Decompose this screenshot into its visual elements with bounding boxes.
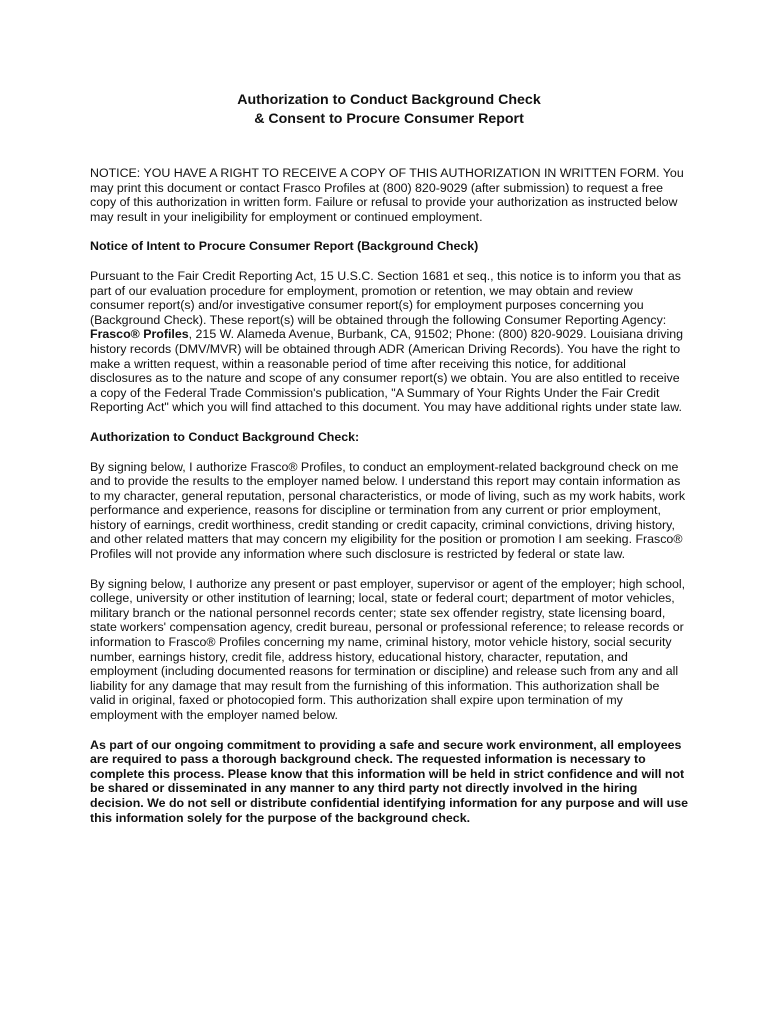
closing-statement: As part of our ongoing commitment to providing a safe and secure work environment, all employees are required to pass a thorough background check. The requested information is necessary to complete this process. Please know that this information will be held in strict confidence and will not be shared or disseminated in any manner to any third party not directly involved in the hiring decision. We do not sell or distribute confidential identifying information for any purpose and will use this information solely for the purpose of the background check. (90, 737, 689, 825)
document-title (90, 91, 688, 129)
notice-of-intent-text-2: , 215 W. Alameda Avenue, Burbank, CA, 91502; Phone: (800) 820-9029. Louisiana driving history records (DMV/MVR) will be obtained through ADR (American Driving Records). You have the right to make a written request, within a reasonable period of time after receiving this notice, for additional disclosures as to the nature and scope of any consumer report(s) we obtain. You are also entitled to receive a copy of the Federal Trade Commission's publication, "A Summary of Your Rights Under the Fair Credit Reporting Act" which you will find attached to this document. You may have additional rights under state law. (90, 327, 684, 415)
authorization-paragraph-2: By signing below, I authorize any present or past employer, supervisor or agent of the employer; high school, college, university or other institution of learning; local, state or federal court; department of motor vehicles, military branch or the national personnel records center; state sex offender registry, state licensing board, state workers' compensation agency, credit bureau, personal or professional reference; to release records or information to Frasco® Profiles concerning my name, criminal history, motor vehicle history, social security number, earnings history, credit file, address history, educational history, character, reputation, and employment (including documented reasons for termination or discipline) and release such from any and all liability for any damage that may result from the furnishing of this information. This authorization shall be valid in original, faxed or photocopied form. This authorization shall expire upon termination of my employment with the employer named below. (90, 576, 686, 722)
agency-name: Frasco® Profiles (90, 327, 189, 342)
section-heading-notice-of-intent: Notice of Intent to Procure Consumer Report (Background Check) (90, 239, 479, 254)
notice-paragraph: NOTICE: YOU HAVE A RIGHT TO RECEIVE A COPY OF THIS AUTHORIZATION IN WRITTEN FORM. You may print this document or contact Frasco Profiles at (800) 820-9029 (after submission) to request a free copy of this authorization in written form. Failure or refusal to provide your authorization as instructed below may result in your ineligibility for employment or continued employment. (90, 166, 684, 224)
authorization-paragraph-1: By signing below, I authorize Frasco® Profiles, to conduct an employment-related background check on me and to provide the results to the employer named below. I understand this report may contain information as to my character, general reputation, personal characteristics, or mode of living, such as my work habits, work performance and experience, reasons for discipline or termination from any current or prior employment, history of earnings, credit worthiness, credit standing or credit capacity, criminal convictions, driving history, and other related matters that may concern my eligibility for the position or promotion I am seeking. Frasco® Profiles will not provide any information where such disclosure is restricted by federal or state law. (90, 459, 686, 562)
notice-of-intent-paragraph (90, 269, 688, 415)
notice-of-intent-text-1: Pursuant to the Fair Credit Reporting Act, 15 U.S.C. Section 1681 et seq., this notice is to inform you that as part of our evaluation procedure for employment, promotion or retention, we may obtain and review consumer report(s) and/or investigative consumer report(s) for employment purposes concerning you (Background Check). These report(s) will be obtained through the following Consumer Reporting Agency: (90, 268, 681, 327)
section-heading-authorization: Authorization to Conduct Background Check: (90, 429, 360, 444)
title-line-1: Authorization to Conduct Background Check (237, 92, 541, 108)
title-line-2: & Consent to Procure Consumer Report (254, 111, 524, 127)
